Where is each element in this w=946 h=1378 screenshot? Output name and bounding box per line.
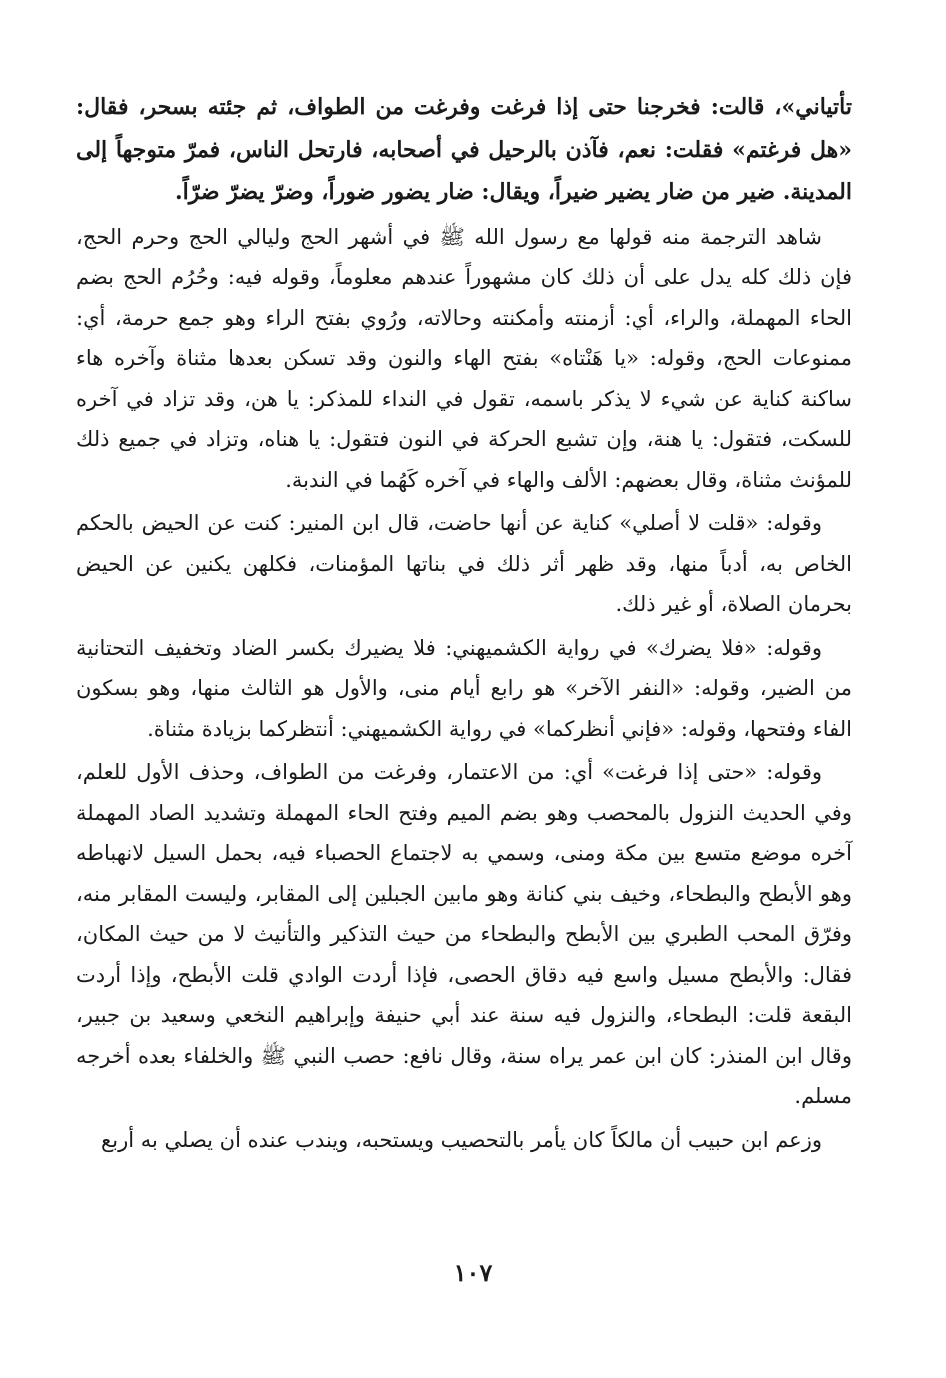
commentary-paragraph-menstruation: وقوله: «قلت لا أصلي» كناية عن أنها حاضت، قال ابن المنير: كنت عن الحيض بالحكم الخاص به، أدباً منها، وقد ظهر أثر ذلك في بناتها المؤمنات، فكلهن يكنين عن الحيض بحرمان الصلاة، أو غير ذلك. — [76, 511, 852, 616]
commentary-paragraph-translation: شاهد الترجمة منه قولها مع رسول الله ﷺ في أشهر الحج وليالي الحج وحرم الحج، فإن ذلك كله يدل على أن ذلك كان مشهوراً عندهم معلوماً، وقوله فيه: وحُرُم الحج بضم الحاء المهملة، والراء، أي: أزمنته وأمكنته وحالاته، ورُوي بفتح الراء وهو جمع حرمة، أي: ممنوعات الحج، وقوله: «يا هَنْتاه» بفتح الهاء والنون وقد تسكن بعدها مثناة وآخره هاء ساكنة كناية عن شيء لا يذكر باسمه، تقول في النداء للمذكر: يا هن، وقد تزاد في آخره للسكت، فتقول: يا هنة، وإن تشبع الحركة في النون فتقول: يا هناه، وتزاد في جميع ذلك للمؤنث مثناة، وقال بعضهم: الألف والهاء في آخره كَهُما في الندبة. — [76, 224, 852, 492]
commentary-paragraph-nafr: وقوله: «فلا يضرك» في رواية الكشميهني: فلا يضيرك بكسر الضاد وتخفيف التحتانية من الضير، وقوله: «النفر الآخر» هو رابع أيام منى، والأول هو الثالث منها، وهو بسكون الفاء وفتحها، وقوله: «فإني أنظركما» في رواية الكشميهني: أنتظركما بزيادة مثناة. — [76, 635, 852, 741]
page-number: ١٠٧ — [453, 1258, 493, 1287]
commentary-paragraph-muhassab: وقوله: «حتى إذا فرغت» أي: من الاعتمار، وفرغت من الطواف، وحذف الأول للعلم، وفي الحديث النزول بالمحصب وهو بضم الميم وفتح الحاء المهملة وتشديد الصاد المهملة آخره موضع متسع بين مكة ومنى، وسمي به لاجتماع الحصباء فيه، بحمل السيل لانهباطه وهو الأبطح والبطحاء، وخيف بني كنانة وهو مابين الجبلين إلى المقابر، وليست المقابر منه، وفرّق المحب الطبري بين الأبطح والبطحاء من حيث التذكير والتأنيث لا من حيث المكان، فقال: والأبطح مسيل واسع فيه دقاق الحصى، فإذا أردت الوادي قلت الأبطح، وإذا أردت البقعة قلت: البطحاء، والنزول فيه سنة عند أبي حنيفة وإبراهيم النخعي وسعيد بن جبير، وقال ابن المنذر: كان ابن عمر يراه سنة، وقال نافع: حصب النبي ﷺ والخلفاء بعده أخرجه مسلم. — [76, 760, 852, 1108]
hadith-text-paragraph: تأتياني»، قالت: فخرجنا حتى إذا فرغت وفرغت من الطواف، ثم جئته بسحر، فقال: «هل فرغتم» فقلت: نعم، فآذن بالرحيل في أصحابه، فارتحل الناس، فمرّ متوجهاً إلى المدينة. ضير من ضار يضير ضيراً، ويقال: ضار يضور ضوراً، وضرّ يضرّ ضرّاً. — [76, 94, 852, 205]
commentary-paragraph-ibn-habib: وزعم ابن حبيب أن مالكاً كان يأمر بالتحصيب ويستحبه، ويندب عنده أن يصلي به أربع — [101, 1127, 822, 1152]
